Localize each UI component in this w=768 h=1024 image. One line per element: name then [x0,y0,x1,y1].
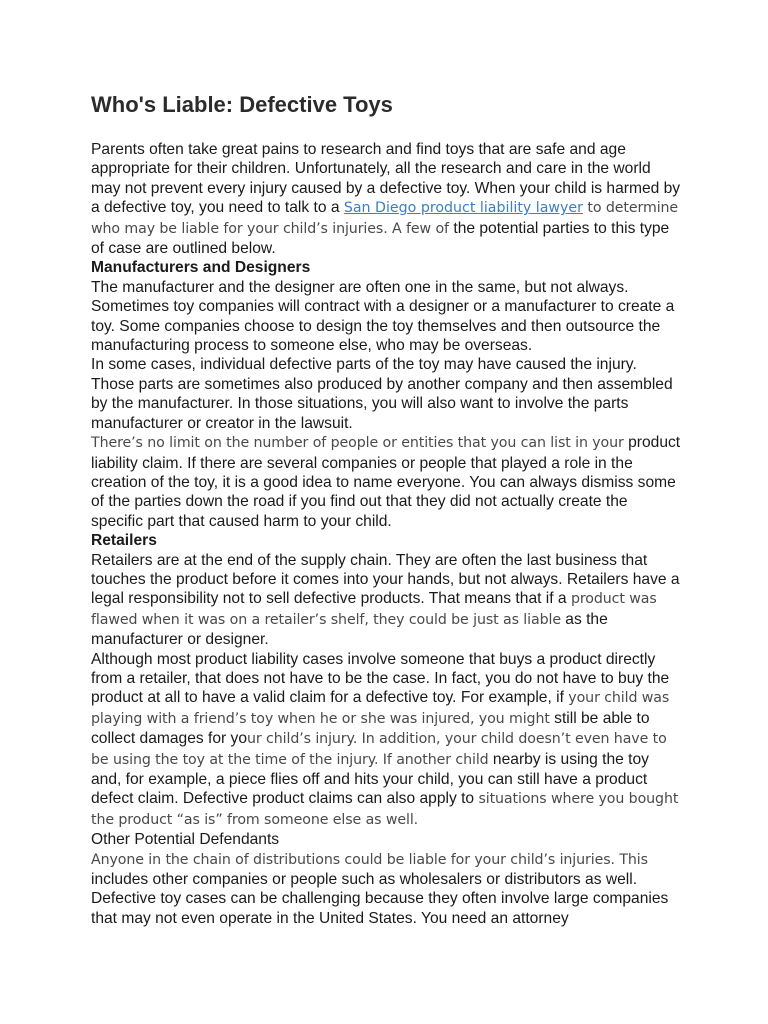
manufacturers-paragraph-2: In some cases, individual defective parts of the toy may have caused the injury. Those parts are sometimes also produced by another company and then assembled by the manufacturer. In those situations, you will also want to involve the parts manufacturer or creator in the lawsuit. [91,356,673,432]
manufacturers-paragraph-3-light: There’s no limit on the number of people or entities that you can list in your [91,435,624,452]
document-body [91,90,681,928]
product-liability-lawyer-link[interactable]: San Diego product liability lawyer [343,200,583,217]
intro-paragraph [91,140,681,258]
manufacturers-paragraph-1: The manufacturer and the designer are often one in the same, but not always. Sometimes toy companies will contract with a designer or a manufacturer to create a toy. Some companies choose to design the toy themselves and then outsource the manufacturing process to someone else, who may be overseas. [91,278,675,355]
retailers-p2-light-3: situations where you bought the product “as is” from someone else as well. [91,791,679,828]
manufacturers-paragraph-3-rest: product liability claim. If there are several companies or people that played a role in the creation of the toy, it is a good idea to name everyone. You can always dismiss some of the parties down the road if you find out that they did not actually create the specific part that caused harm to your child. [91,434,681,530]
section-heading-manufacturers: Manufacturers and Designers [91,259,311,277]
other-p1-rest: includes other companies or people such as wholesalers or distributors as well. Defective toy cases can be challenging because they often involve large companies that may not even operate in the United States. You need an attorney [91,871,669,927]
retailers-p2-light: your child was playing with a friend’s toy when he or she was injured, you might [91,690,670,727]
section-heading-retailers: Retailers [91,532,157,550]
retailers-paragraph-1 [91,551,681,650]
retailers-p2-rest: nearby is using the toy and, for example, a piece flies off and hits your child, you can still have a product defect claim. Defective product claims can also apply to [91,750,649,808]
page-title: Who's Liable: Defective Toys [91,92,393,117]
retailers-paragraph-2 [91,650,681,831]
section-heading-other-defendants: Other Potential Defendants [91,831,280,849]
manufacturers-paragraph-3 [91,433,681,531]
other-p1-light: Anyone in the chain of distributions could be liable for your child’s injuries. This [91,851,648,868]
retailers-p1-light: product was flawed when it was on a retailer’s shelf, they could be just as liable [91,591,657,628]
intro-text-light: to determine who may be liable for your child’s injuries. A few of [91,200,679,237]
other-paragraph-1 [91,850,681,929]
retailers-p1-text: Retailers are at the end of the supply chain. They are often the last business that touches the product before it comes into your hands, but not always. Retailers have a legal responsibility not to sell defective products. That means that if a [91,551,680,608]
retailers-p2-light-2: ur child’s injury. In addition, your child doesn’t even have to be using the toy at the time of the injury. If another child [91,731,667,768]
retailers-p2-text: Although most product liability cases involve someone that buys a product directly from a retailer, that does not have to be the case. In fact, you do not have to buy the product at all to have a valid claim for a defective toy. For example, if [91,650,670,707]
intro-text: Parents often take great pains to research and find toys that are safe and age appropriate for their children. Unfortunately, all the research and care in the world may not prevent every injury caused by a defective toy. When your child is harmed by a defective toy, you need to talk to a [91,141,681,217]
retailers-p2-mid: still be able to collect damages for yo [91,709,650,748]
intro-text-end: the potential parties to this type of case are outlined below. [91,219,670,258]
retailers-p1-end: as the manufacturer or designer. [91,610,608,649]
